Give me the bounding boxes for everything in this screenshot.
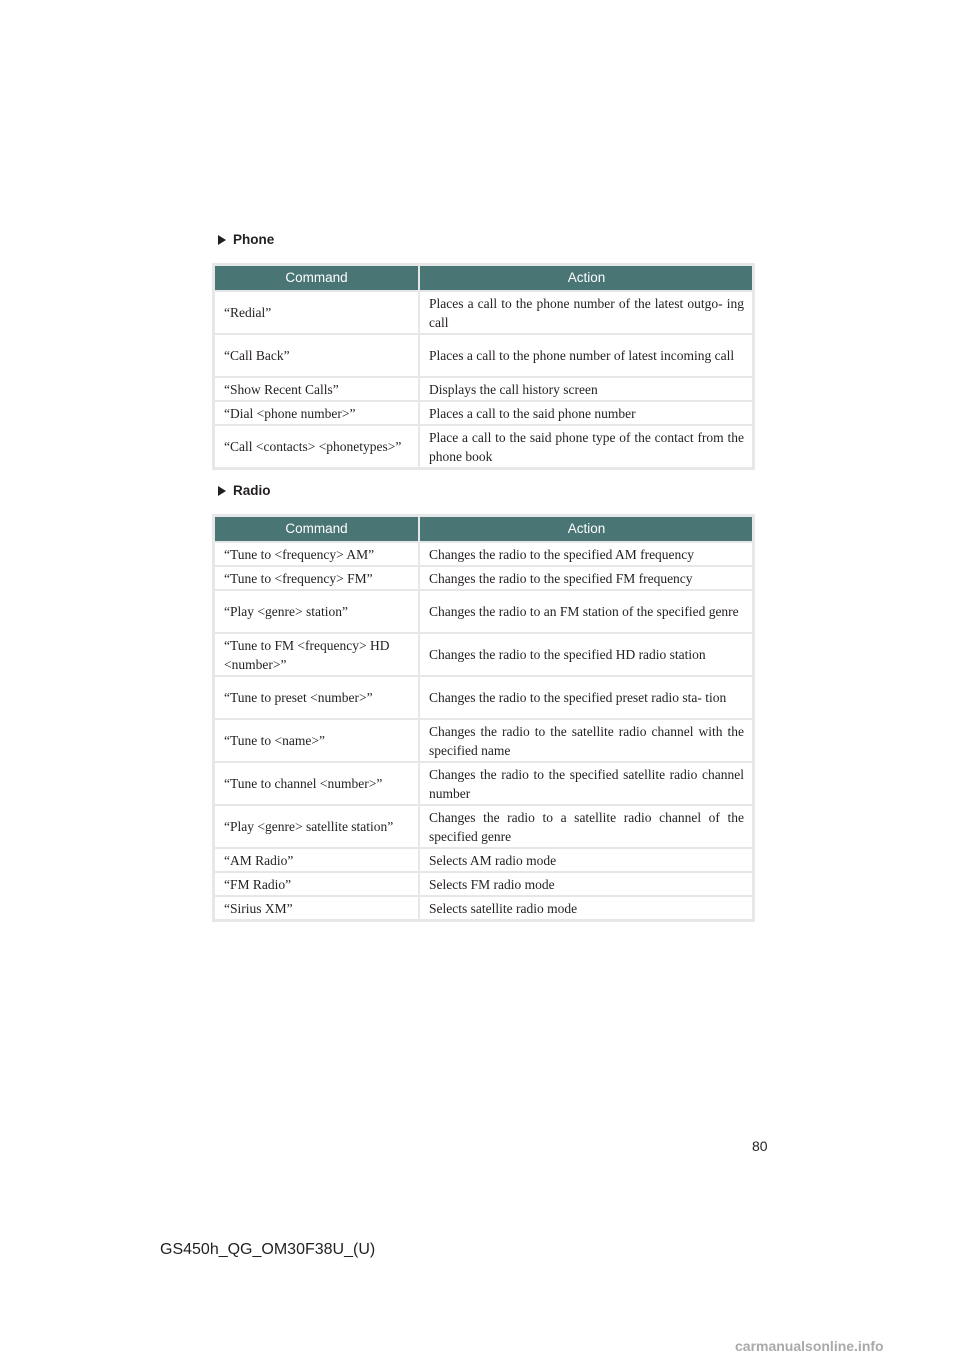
action-cell bbox=[420, 677, 752, 718]
table-row bbox=[215, 897, 752, 919]
action-cell bbox=[420, 720, 752, 761]
table-row bbox=[215, 378, 752, 400]
command-cell: “AM Radio” bbox=[215, 849, 418, 871]
command-cell bbox=[215, 634, 418, 675]
page-number: 80 bbox=[752, 1138, 768, 1154]
radio-command-table bbox=[212, 514, 755, 922]
action-cell bbox=[420, 806, 752, 847]
table-row bbox=[215, 567, 752, 589]
command-cell: “Tune to channel <number>” bbox=[215, 763, 418, 804]
action-text: Changes the radio to the specified preset radio sta- tion bbox=[429, 690, 727, 705]
table-row bbox=[215, 292, 752, 333]
triangle-bullet-icon bbox=[218, 235, 226, 245]
action-text: Places a call to the said phone number bbox=[429, 405, 636, 421]
action-cell bbox=[420, 897, 752, 919]
table-row bbox=[215, 806, 752, 847]
command-cell: “FM Radio” bbox=[215, 873, 418, 895]
action-cell bbox=[420, 402, 752, 424]
action-cell bbox=[420, 292, 752, 333]
document-code: GS450h_QG_OM30F38U_(U) bbox=[160, 1241, 376, 1258]
radio-heading-text: Radio bbox=[233, 483, 271, 498]
command-cell: “Play <genre> satellite station” bbox=[215, 806, 418, 847]
table-row bbox=[215, 849, 752, 871]
table-row bbox=[215, 763, 752, 804]
action-text: Changes the radio to the specified FM frequency bbox=[429, 570, 693, 586]
command-cell: “Call Back” bbox=[215, 335, 418, 376]
action-text: Place a call to the said phone type of the contact from the phone book bbox=[429, 429, 744, 464]
command-column-header: Command bbox=[215, 266, 418, 290]
table-header-row bbox=[215, 517, 752, 541]
action-cell bbox=[420, 849, 752, 871]
command-cell: “Play <genre> station” bbox=[215, 591, 418, 632]
command-cell: “Tune to preset <number>” bbox=[215, 677, 418, 718]
action-column-header: Action bbox=[420, 517, 752, 541]
action-cell bbox=[420, 763, 752, 804]
action-cell bbox=[420, 567, 752, 589]
action-text: Changes the radio to the specified HD radio station bbox=[429, 647, 706, 662]
action-text: Places a call to the phone number of latest incoming call bbox=[429, 348, 735, 363]
action-text: Selects AM radio mode bbox=[429, 852, 557, 868]
command-cell: “Tune to <frequency> FM” bbox=[215, 567, 418, 589]
phone-heading-text: Phone bbox=[233, 232, 275, 247]
action-text: Changes the radio to the specified satellite radio channel number bbox=[429, 766, 744, 801]
action-cell bbox=[420, 426, 752, 467]
triangle-bullet-icon bbox=[218, 486, 226, 496]
command-cell: “Sirius XM” bbox=[215, 897, 418, 919]
table-row bbox=[215, 677, 752, 718]
action-cell bbox=[420, 634, 752, 675]
command-cell: “Show Recent Calls” bbox=[215, 378, 418, 400]
table-row bbox=[215, 543, 752, 565]
table-row bbox=[215, 720, 752, 761]
command-cell: “Dial <phone number>” bbox=[215, 402, 418, 424]
action-text: Selects FM radio mode bbox=[429, 876, 555, 892]
action-cell bbox=[420, 378, 752, 400]
action-text: Changes the radio to an FM station of the specified genre bbox=[429, 604, 739, 619]
command-text: “Tune to FM <frequency> HD <number>” bbox=[224, 637, 390, 672]
table-row bbox=[215, 402, 752, 424]
table-row bbox=[215, 873, 752, 895]
action-column-header: Action bbox=[420, 266, 752, 290]
table-header-row bbox=[215, 266, 752, 290]
action-text: Selects satellite radio mode bbox=[429, 900, 578, 916]
action-text: Changes the radio to the satellite radio channel with the specified name bbox=[429, 723, 744, 758]
action-cell bbox=[420, 543, 752, 565]
action-text: Displays the call history screen bbox=[429, 381, 598, 397]
phone-heading bbox=[218, 232, 274, 247]
action-text: Changes the radio to the specified AM frequency bbox=[429, 546, 695, 562]
table-row bbox=[215, 426, 752, 467]
action-text: Changes the radio to a satellite radio channel of the specified genre bbox=[429, 809, 744, 844]
action-cell bbox=[420, 873, 752, 895]
command-cell: “Tune to <name>” bbox=[215, 720, 418, 761]
table-row bbox=[215, 591, 752, 632]
command-cell: “Call <contacts> <phonetypes>” bbox=[215, 426, 418, 467]
command-cell: “Redial” bbox=[215, 292, 418, 333]
action-text: Places a call to the phone number of the latest outgo- ing call bbox=[429, 295, 744, 330]
phone-command-table bbox=[212, 263, 755, 470]
action-cell bbox=[420, 335, 752, 376]
radio-heading bbox=[218, 483, 271, 498]
command-cell: “Tune to <frequency> AM” bbox=[215, 543, 418, 565]
action-cell bbox=[420, 591, 752, 632]
command-column-header: Command bbox=[215, 517, 418, 541]
watermark: carmanualsonline.info bbox=[735, 1338, 884, 1354]
table-row bbox=[215, 335, 752, 376]
table-row bbox=[215, 634, 752, 675]
